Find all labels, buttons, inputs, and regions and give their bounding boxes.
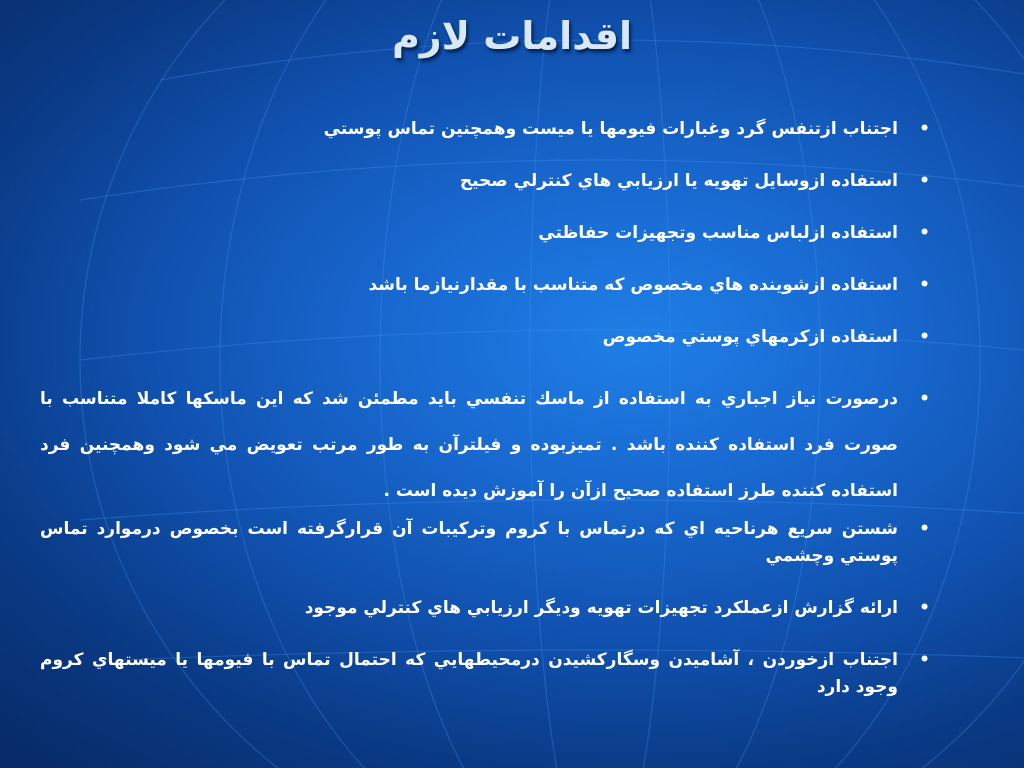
bullet-icon: • <box>919 598 930 618</box>
list-item <box>40 376 932 514</box>
list-item <box>40 116 932 143</box>
bullet-icon: • <box>919 223 930 243</box>
list-item <box>40 168 932 195</box>
list-item <box>40 324 932 351</box>
list-item-text: استفاده ازلباس مناسب وتجهيزات حفاظتي <box>538 223 898 243</box>
list-item <box>40 595 932 622</box>
list-item <box>40 516 932 570</box>
list-item <box>40 647 932 701</box>
list-item <box>40 272 932 299</box>
bullet-icon: • <box>919 119 930 139</box>
bullet-icon: • <box>919 519 930 539</box>
list-item-text: شستن سريع هرناحيه اي كه درتماس با كروم وتركيبات آن قرارگرفته است بخصوص درموارد تماس پوستي وچشمي <box>40 519 898 566</box>
list-item-text: استفاده ازكرمهاي پوستي مخصوص <box>602 327 898 347</box>
bullet-icon: • <box>919 327 930 347</box>
bullet-icon: • <box>919 650 930 670</box>
list-item-text: استفاده ازشوينده هاي مخصوص كه متناسب با مقدارنيازما باشد <box>368 275 898 295</box>
bullet-list <box>40 116 932 726</box>
list-item-text: درصورت نياز اجباري به استفاده از ماسك تنفسي بايد مطمئن شد كه اين ماسكها كاملا متناسب با صورت فرد استفاده كننده باشد . تميزبوده و فيلترآن به طور مرتب تعويض مي شود وهمچنين فرد استفاده كننده طرز استفاده صحيح ازآن را آموزش ديده است . <box>40 389 898 501</box>
list-item-text: استفاده ازوسايل تهويه يا ارزيابي هاي كنترلي صحيح <box>459 171 898 191</box>
list-item <box>40 220 932 247</box>
bullet-icon: • <box>919 171 930 191</box>
list-item-text: ارائه گزارش ازعملكرد تجهيزات تهويه وديگر ارزيابي هاي كنترلي موجود <box>304 598 898 618</box>
bullet-icon: • <box>919 389 930 409</box>
list-item-text: اجتناب ازخوردن ، آشاميدن وسگاركشيدن درمحيطهايي كه احتمال تماس با فيومها يا ميستهاي كروم وجود دارد <box>40 650 898 697</box>
list-item-text: اجتناب ازتنفس گرد وغبارات فيومها يا ميست وهمچنين تماس پوستي <box>323 119 898 139</box>
bullet-icon: • <box>919 275 930 295</box>
slide-title: اقدامات لازم <box>391 14 633 58</box>
